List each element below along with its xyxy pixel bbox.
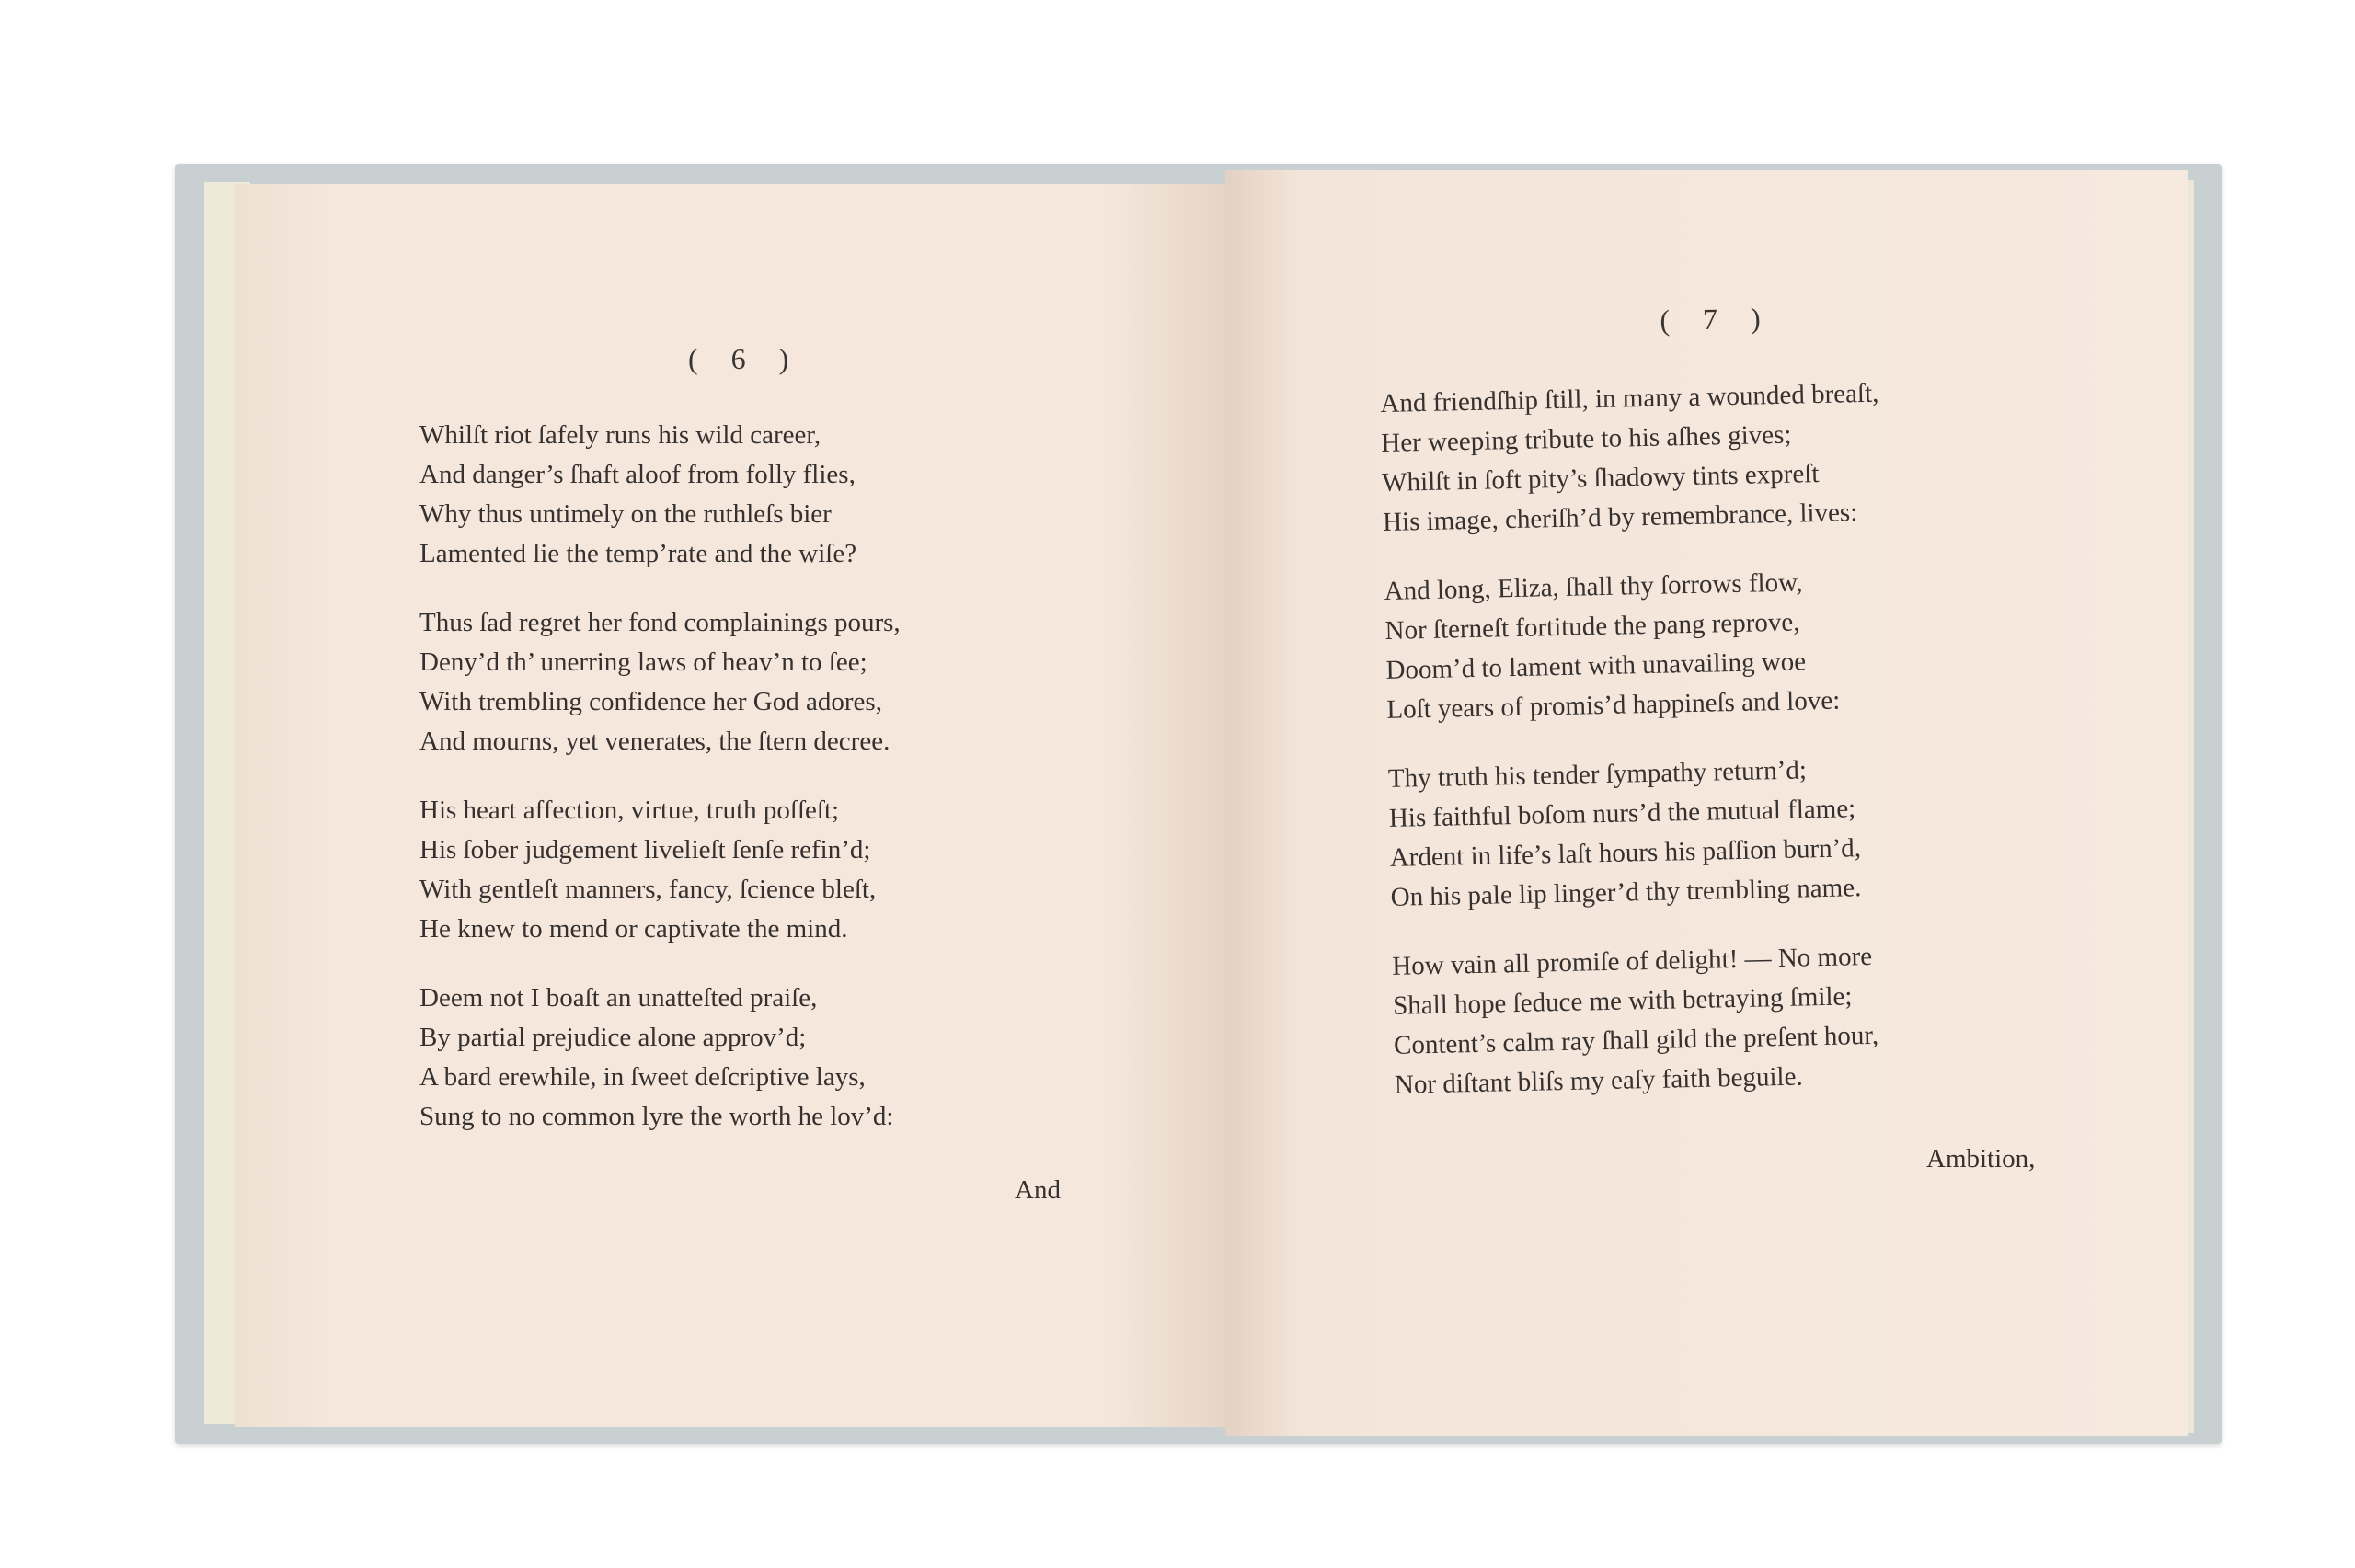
verse-line: Thus ſad regret her fond complainings pours, xyxy=(419,608,901,637)
catchword-left: And xyxy=(1015,1175,1061,1205)
verse-line: Loſt years of promis’d happineſs and love: xyxy=(1386,685,1841,725)
verse-line: Nor diſtant bliſs my eaſy faith beguile. xyxy=(1394,1061,1803,1100)
verse-line: And friendſhip ſtill, in many a wounded breaſt, xyxy=(1380,378,1879,418)
verse-line: Lamented lie the temp’rate and the wiſe? xyxy=(419,539,857,568)
page-number-left: ( 6 ) xyxy=(688,342,802,375)
stanza xyxy=(1384,562,1886,730)
verse-line: Why thus untimely on the ruthleſs bier xyxy=(419,499,832,529)
verse-line: His faithful boſom nurs’d the mutual flame; xyxy=(1388,794,1856,833)
verse-line: Shall hope ſeduce me with betraying ſmile; xyxy=(1392,981,1853,1021)
verse-line: His ſober judgement livelieſt ſenſe refin’d; xyxy=(419,835,871,864)
verse-line: Ardent in life’s laſt hours his paſſion burn’d, xyxy=(1389,833,1862,873)
stanza xyxy=(1388,750,1890,918)
stanza xyxy=(1392,937,1894,1105)
verse-line: Doom’d to lament with unavailing woe xyxy=(1385,647,1807,685)
verse-line: His image, cheriſh’d by remembrance, lives: xyxy=(1382,498,1858,537)
verse-line: Deny’d th’ unerring laws of heav’n to ſee; xyxy=(419,647,867,677)
verse-line: Nor ſterneſt fortitude the pang reprove, xyxy=(1384,607,1800,646)
stanza xyxy=(419,416,901,574)
verse-line: By partial prejudice alone approv’d; xyxy=(419,1023,807,1052)
verse-line: Whilſt in ſoft pity’s ſhadowy tints expreſt xyxy=(1381,459,1820,498)
verse-line: And long, Eliza, ſhall thy ſorrows flow, xyxy=(1384,567,1803,606)
verse-line: On his pale lip linger’d thy trembling name. xyxy=(1390,873,1862,912)
stanza xyxy=(419,979,901,1137)
page-number-right: ( 7 ) xyxy=(1660,301,1775,337)
verse-line: Her weeping tribute to his aſhes gives; xyxy=(1381,419,1792,458)
stanza xyxy=(419,791,901,949)
verse-line: A bard erewhile, in ſweet deſcriptive lays, xyxy=(419,1062,866,1092)
verse-line: Deem not I boaſt an unatteſted praiſe, xyxy=(419,983,818,1013)
verse-line: And mourns, yet venerates, the ſtern decree. xyxy=(419,727,890,756)
verse-line: With gentleſt manners, fancy, ſcience bleſt, xyxy=(419,875,877,904)
verse-line: And danger’s ſhaft aloof from folly flies, xyxy=(419,460,856,489)
verse-line: He knew to mend or captivate the mind. xyxy=(419,914,848,944)
catchword-right: Ambition, xyxy=(1926,1144,2036,1173)
stanza xyxy=(419,603,901,761)
verse-line: Sung to no common lyre the worth he lov’d: xyxy=(419,1102,894,1131)
verse-line: With trembling confidence her God adores, xyxy=(419,687,882,716)
poem-text-right xyxy=(1380,374,1894,1135)
verse-line: How vain all promiſe of delight! — No more xyxy=(1391,941,1873,981)
stanza xyxy=(1380,374,1882,543)
verse-line: His heart affection, virtue, truth poſſeſt; xyxy=(419,795,840,825)
verse-line: Thy truth his tender ſympathy return’d; xyxy=(1387,755,1808,794)
verse-line: Content’s calm ray ſhall gild the preſent hour, xyxy=(1393,1020,1879,1060)
poem-text-left xyxy=(419,416,901,1166)
verse-line: Whilſt riot ſafely runs his wild career, xyxy=(419,420,821,450)
